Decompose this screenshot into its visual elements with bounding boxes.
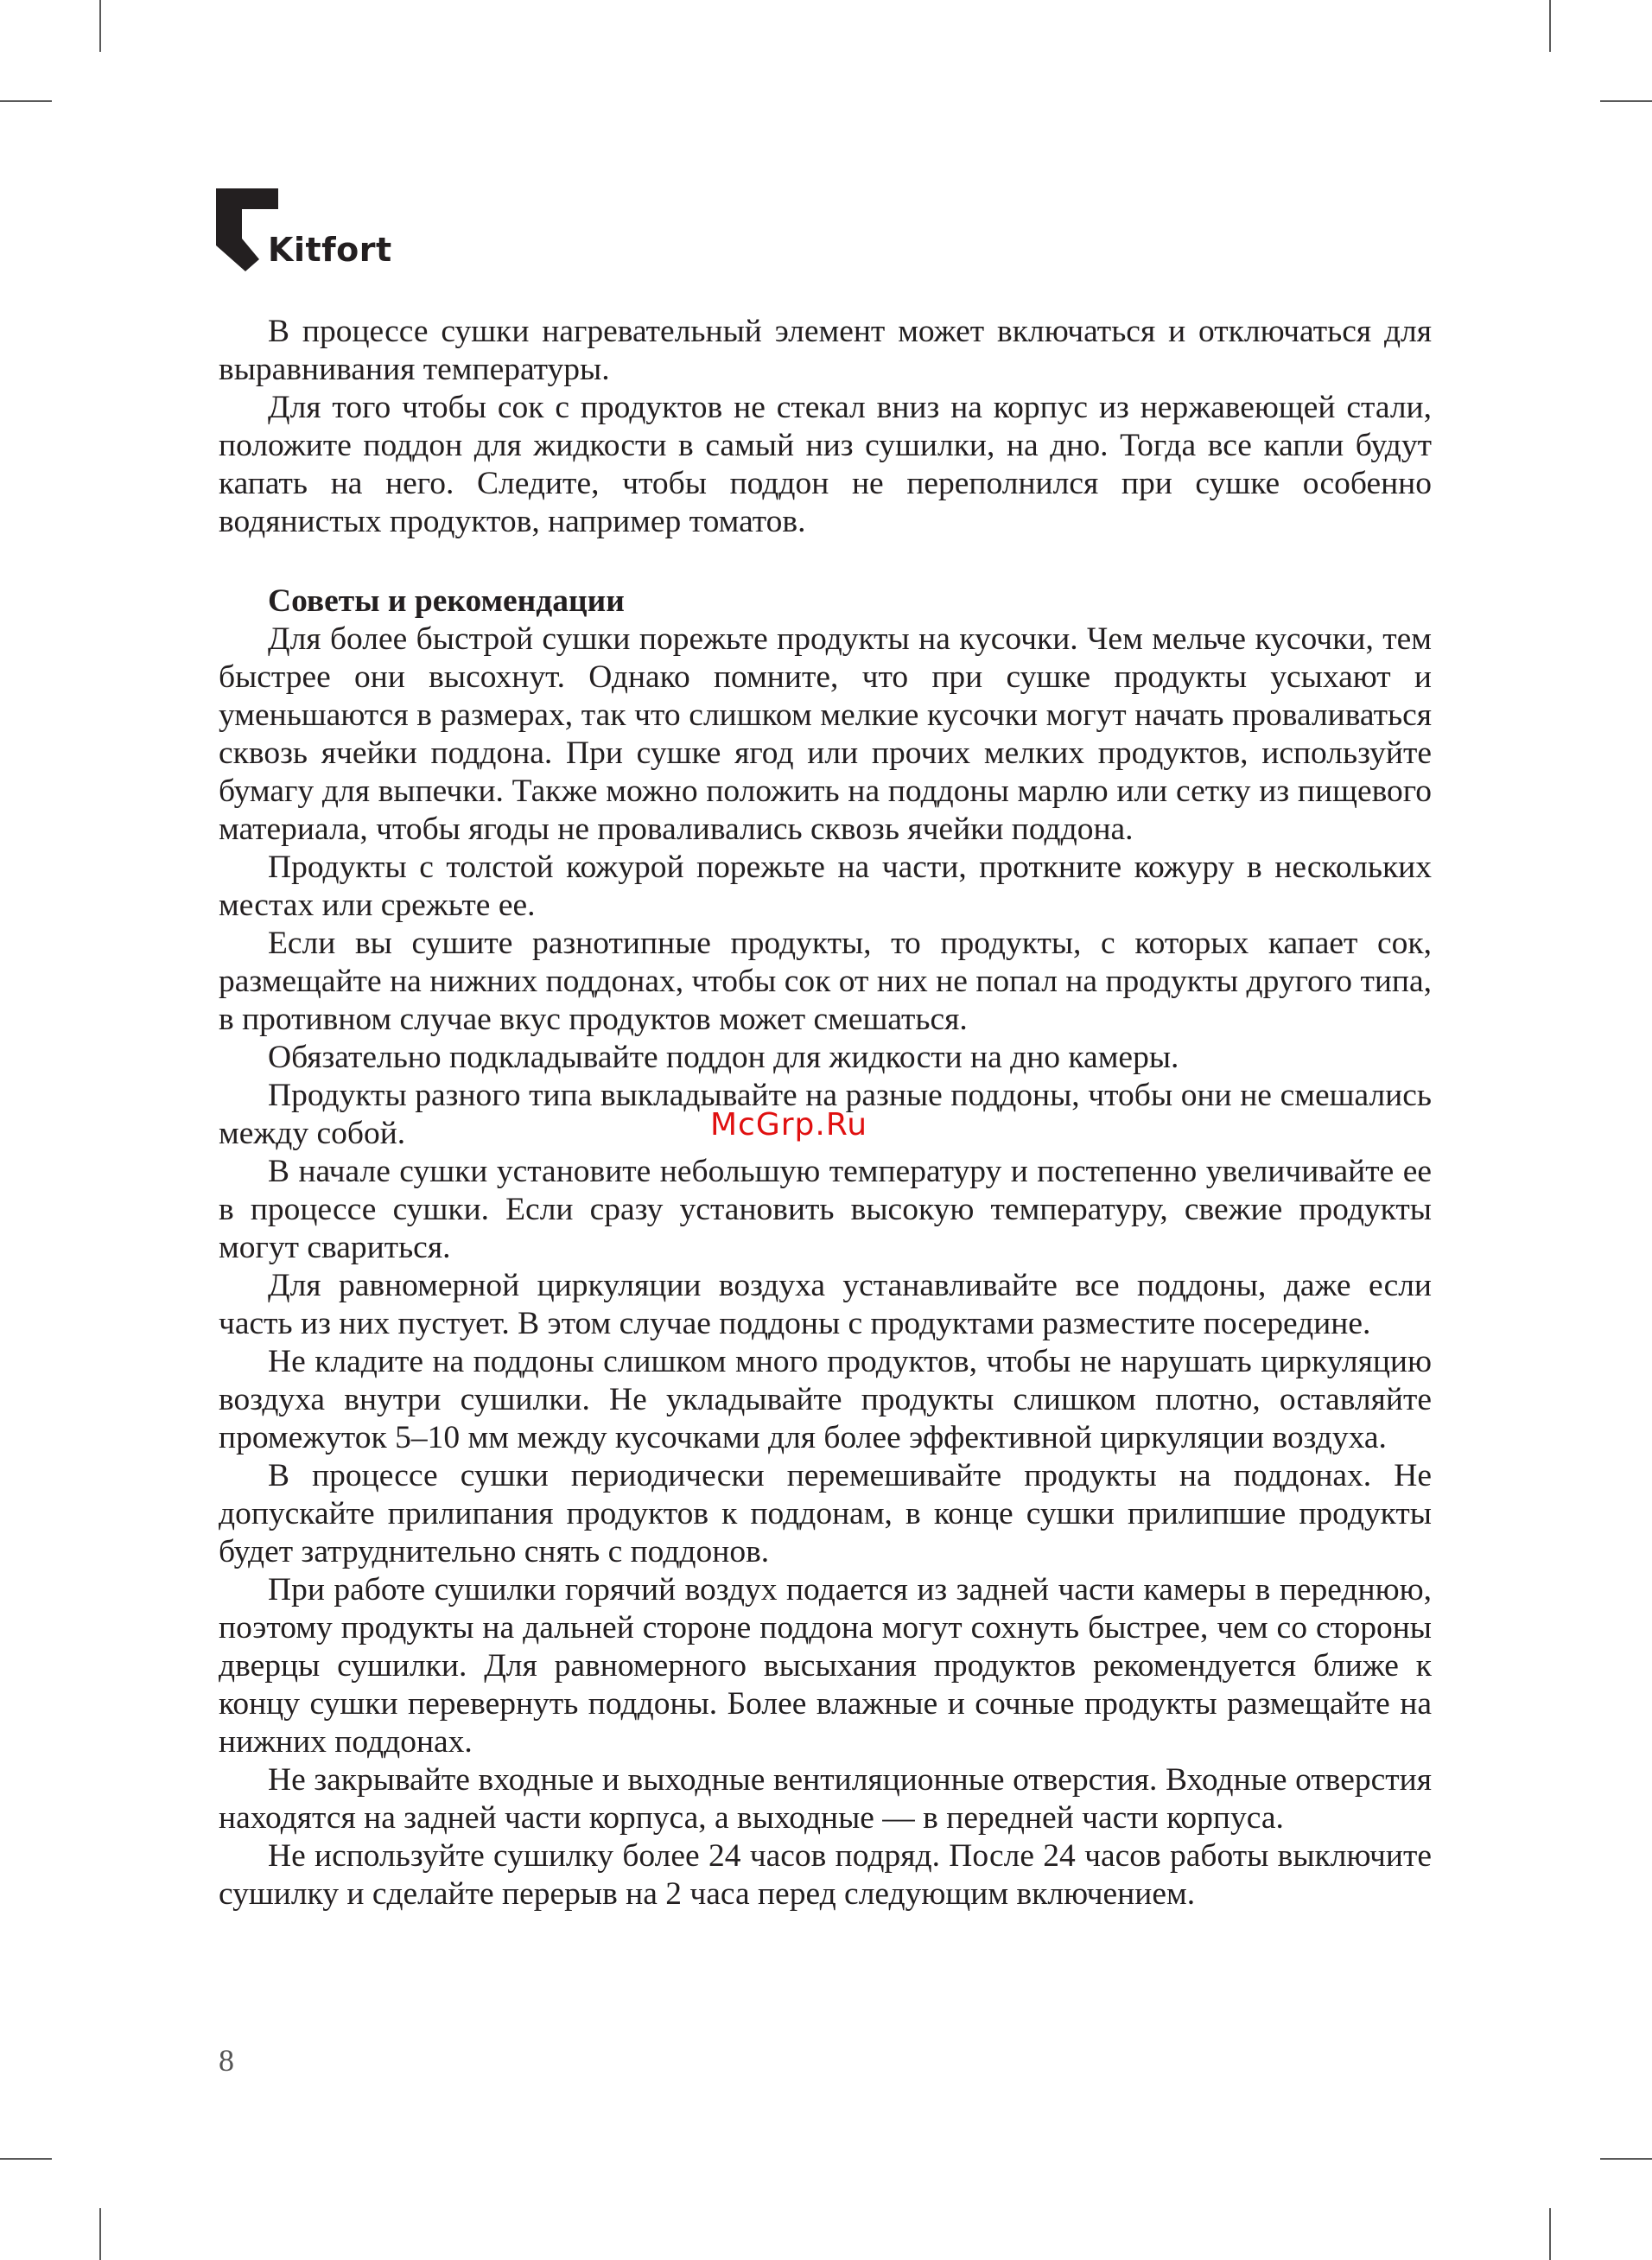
paragraph: В процессе сушки периодически перемешивайте продукты на поддонах. Не допускайте прилипания продуктов к поддонам, в конце сушки прилипшие продукты будет затруднительно снять с поддонов. [219, 1458, 1432, 1569]
crop-mark-bottom-left [99, 2208, 101, 2260]
crop-mark-right-top [1600, 100, 1652, 102]
paragraph: Для того чтобы сок с продуктов не стекал вниз на корпус из нержавеющей стали, положите поддон для жидкости в самый низ сушилки, на дно. Тогда все капли будут капать на него. Следите, чтобы поддон не переполнился при сушке особенно водянистых продуктов, например томатов. [219, 390, 1432, 539]
paragraph: Не закрывайте входные и выходные вентиляционные отверстия. Входные отверстия находятся на задней части корпуса, а выходные — в передней части корпуса. [219, 1762, 1432, 1836]
paragraph: В начале сушки установите небольшую температуру и постепенно увеличивайте ее в процессе сушки. Если сразу установить высокую температуру, свежие продукты могут свариться. [219, 1154, 1432, 1265]
paragraph: Если вы сушите разнотипные продукты, то продукты, с которых капает сок, размещайте на нижних поддонах, чтобы сок от них не попал на продукты другого типа, в противном случае вкус продуктов может смешаться. [219, 926, 1432, 1037]
brand-logo-text: Kitfort [268, 231, 392, 269]
paragraph: При работе сушилки горячий воздух подается из задней части камеры в переднюю, поэтому продукты на дальней стороне поддона могут сохнуть быстрее, чем со стороны дверцы сушилки. Для равномерного высыхания продуктов рекомендуется ближе к концу сушки перевернуть поддоны. Более влажные и сочные продукты размещайте на нижних поддонах. [219, 1572, 1432, 1760]
paragraph: Для более быстрой сушки порежьте продукты на кусочки. Чем мельче кусочки, тем быстрее они высохнут. Однако помните, что при сушке продукты усыхают и уменьшаются в размерах, так что слишком мелкие кусочки могут начать проваливаться сквозь ячейки поддона. При сушке ягод или прочих мелких продуктов, используйте бумагу для выпечки. Также можно положить на поддоны марлю или сетку из пищевого материала, чтобы ягоды не проваливались сквозь ячейки поддона. [219, 621, 1432, 847]
crop-mark-bottom-right [1549, 2208, 1551, 2260]
crop-mark-right-bottom [1600, 2158, 1652, 2160]
paragraph: Продукты с толстой кожурой порежьте на части, проткните кожуру в нескольких местах или срежьте ее. [219, 850, 1432, 923]
paragraph: Не используйте сушилку более 24 часов подряд. После 24 часов работы выключите сушилку и сделайте перерыв на 2 часа перед следующим включением. [219, 1838, 1432, 1912]
paragraph: В процессе сушки нагревательный элемент может включаться и отключаться для выравнивания температуры. [219, 314, 1432, 387]
brand-logo [216, 188, 441, 275]
paragraph: Продукты разного типа выкладывайте на разные поддоны, чтобы они не смешались между собой. [219, 1078, 1432, 1151]
paragraph: Не кладите на поддоны слишком много продуктов, чтобы не нарушать циркуляцию воздуха внутри сушилки. Не укладывайте продукты слишком плотно, оставляйте промежуток 5–10 мм между кусочками для более эффективной циркуляции воздуха. [219, 1344, 1432, 1455]
crop-mark-left-top [0, 100, 52, 102]
section-heading: Советы и рекомендации [268, 583, 625, 619]
watermark: McGrp.Ru [710, 1107, 868, 1143]
crop-mark-top-left [99, 0, 101, 52]
paragraph: Обязательно подкладывайте поддон для жидкости на дно камеры. [268, 1040, 1179, 1075]
page-number: 8 [219, 2043, 234, 2078]
crop-mark-top-right [1549, 0, 1551, 52]
crop-mark-left-bottom [0, 2158, 52, 2160]
paragraph: Для равномерной циркуляции воздуха устанавливайте все поддоны, даже если часть из них пустует. В этом случае поддоны с продуктами разместите посередине. [219, 1268, 1432, 1341]
